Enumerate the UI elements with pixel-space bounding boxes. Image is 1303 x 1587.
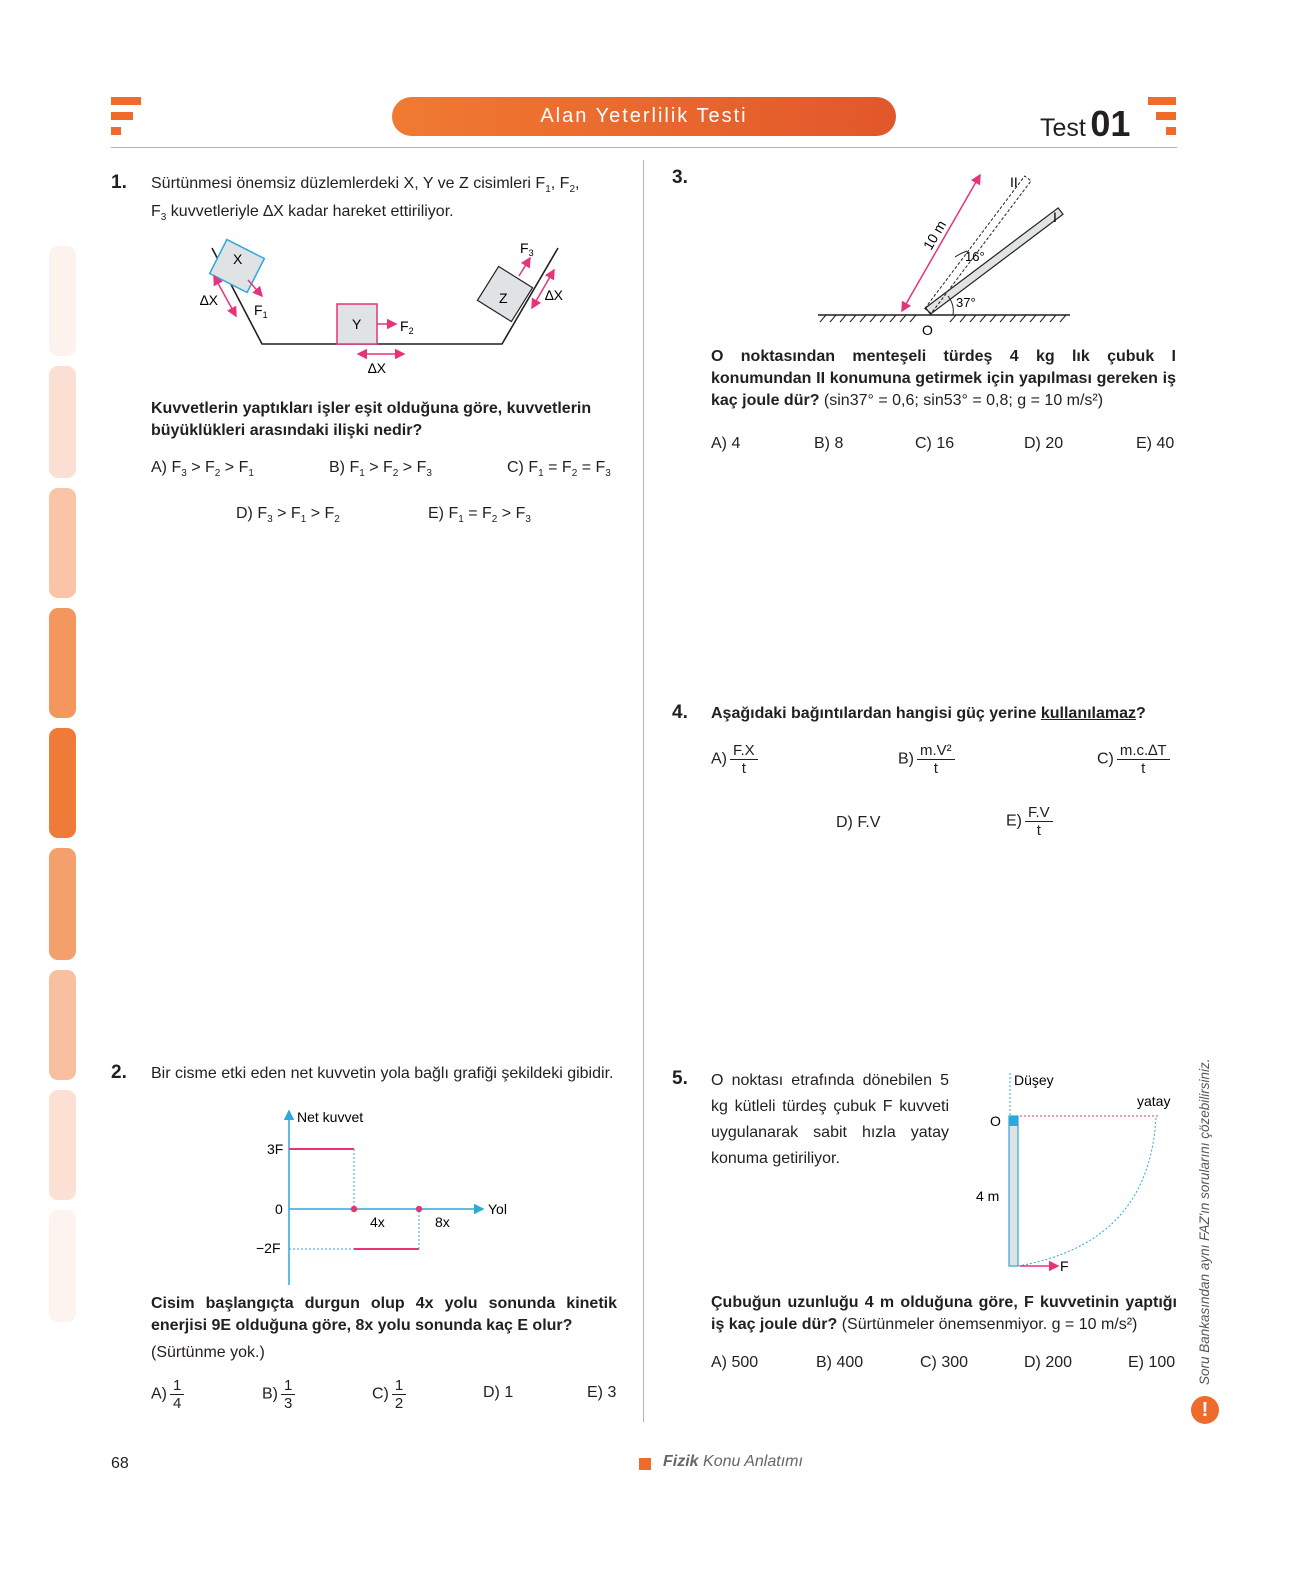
question-text: Cisim başlangıçta durgun olup 4x yolu sonunda kinetik enerjisi 9E olduğuna göre, 8x yolu sonunda kaç E olur? bbox=[151, 1295, 617, 1334]
option-label: E) bbox=[1136, 435, 1152, 452]
label-f2: $F_2$ bbox=[400, 318, 414, 336]
option-text: 4 bbox=[731, 435, 741, 452]
option-b[interactable] bbox=[898, 742, 955, 777]
side-tab bbox=[49, 970, 76, 1080]
force-arrow bbox=[519, 258, 530, 276]
option-a[interactable] bbox=[711, 1354, 758, 1372]
question-number: 4. bbox=[672, 702, 688, 723]
option-label: D) bbox=[483, 1384, 500, 1401]
option-a[interactable] bbox=[151, 1377, 184, 1412]
fraction-denominator: t bbox=[1141, 760, 1146, 777]
y-tick-label: 3F bbox=[267, 1141, 284, 1157]
option-e[interactable] bbox=[587, 1384, 616, 1402]
option-a[interactable]: A) $F_3 > F_2 > F_1$ bbox=[151, 459, 254, 480]
option-label: B) bbox=[898, 750, 914, 768]
vertical-label: Düşey bbox=[1014, 1072, 1054, 1088]
distance-point bbox=[416, 1206, 422, 1212]
footer-book-rest: Konu Anlatımı bbox=[703, 1453, 803, 1470]
option-d[interactable] bbox=[483, 1384, 513, 1402]
y-tick-label: −2F bbox=[256, 1240, 281, 1256]
header-rule bbox=[111, 147, 1177, 148]
question-bold: O noktasından menteşeli türdeş 4 kg lık çubuk I konumundan II konumuna getirmek için yapılması gereken iş kaç joule dür? bbox=[711, 348, 1176, 409]
force-label: F bbox=[1060, 1258, 1069, 1274]
fraction-denominator: 4 bbox=[173, 1395, 182, 1412]
option-label: D) bbox=[836, 814, 853, 831]
option-d[interactable] bbox=[1024, 1354, 1072, 1372]
side-tab bbox=[49, 1210, 76, 1322]
rod bbox=[1009, 1116, 1018, 1266]
option-label: D) bbox=[1024, 1354, 1041, 1371]
side-tab bbox=[49, 246, 76, 356]
option-c[interactable]: C) $F_1 = F_2 = F_3$ bbox=[507, 459, 611, 480]
side-tab bbox=[49, 728, 76, 838]
stem-text: Aşağıdaki bağıntılardan hangisi güç yerine bbox=[711, 705, 1041, 722]
logo-icon bbox=[1148, 97, 1180, 137]
option-text: 3 bbox=[607, 1384, 617, 1401]
stem-text: kuvvetleriyle ∆X kadar hareket ettiriliyor. bbox=[170, 203, 454, 221]
option-text: F.V bbox=[857, 814, 881, 831]
fraction-numerator: m.c.∆T bbox=[1117, 742, 1170, 760]
fraction-denominator: 2 bbox=[394, 1395, 404, 1412]
test-number: 01 bbox=[1090, 103, 1131, 144]
x-axis-label: Yol bbox=[488, 1201, 507, 1217]
question-stem: O noktası etrafında dönebilen 5 kg kütleli türdeş çubuk F kuvveti uygulanarak sabit hızla yatay konuma getiriliyor. bbox=[711, 1072, 949, 1167]
option-label: C) bbox=[920, 1354, 937, 1371]
position-label: II bbox=[1010, 174, 1018, 190]
question-text bbox=[711, 1292, 1177, 1336]
option-e[interactable] bbox=[1136, 435, 1174, 453]
footer-book-bold: Fizik bbox=[663, 1453, 699, 1470]
option-b[interactable] bbox=[816, 1354, 863, 1372]
option-text: 1 bbox=[504, 1384, 514, 1401]
info-icon: ! bbox=[1191, 1396, 1219, 1424]
question-text bbox=[711, 346, 1176, 412]
q5-figure bbox=[970, 1068, 1185, 1278]
option-label: C) bbox=[1097, 750, 1114, 768]
y-tick-label: 0 bbox=[275, 1201, 283, 1217]
option-text: 100 bbox=[1148, 1354, 1176, 1371]
fraction-denominator: t bbox=[933, 760, 938, 777]
option-b[interactable] bbox=[814, 435, 843, 453]
option-c[interactable] bbox=[1097, 742, 1170, 777]
option-c[interactable] bbox=[920, 1354, 968, 1372]
option-text: 200 bbox=[1045, 1354, 1073, 1371]
fraction-numerator: 1 bbox=[281, 1377, 295, 1395]
length-arrow bbox=[902, 175, 980, 311]
footer-square-icon bbox=[639, 1458, 651, 1470]
footer-book bbox=[663, 1453, 803, 1471]
option-label: E) bbox=[1128, 1354, 1144, 1371]
label-f3: $F_3$ bbox=[520, 240, 534, 258]
option-d[interactable] bbox=[836, 814, 880, 832]
question-number: 3. bbox=[672, 167, 688, 188]
q3-figure bbox=[810, 165, 1080, 340]
fraction-numerator: m.V² bbox=[917, 742, 955, 760]
option-label: C) bbox=[915, 435, 932, 452]
question-note: (Sürtünme yok.) bbox=[151, 1344, 265, 1361]
option-text: 400 bbox=[836, 1354, 864, 1371]
option-label: C) bbox=[372, 1385, 389, 1403]
option-a[interactable] bbox=[711, 742, 758, 777]
question-stem: Bir cisme etki eden net kuvvetin yola bağlı grafiği şekildeki gibidir. bbox=[151, 1065, 614, 1082]
page-number: 68 bbox=[111, 1455, 129, 1472]
column-divider bbox=[643, 160, 644, 1422]
side-tab bbox=[49, 848, 76, 960]
option-e[interactable] bbox=[1128, 1354, 1175, 1372]
question-stem: Sürtünmesi önemsiz düzlemlerdeki X, Y ve Z cisimleri $F_1$, $F_2$, $F_3$ kuvvetleriyle ∆X kadar hareket ettiriliyor. bbox=[151, 175, 580, 224]
option-label: E) bbox=[587, 1384, 603, 1401]
option-label: B) bbox=[262, 1385, 278, 1403]
length-label: 10 m bbox=[919, 217, 950, 253]
option-c[interactable] bbox=[915, 435, 954, 453]
angle-label: 37° bbox=[956, 295, 976, 310]
position-label: I bbox=[1053, 209, 1057, 225]
side-tab bbox=[49, 1090, 76, 1200]
fraction-denominator: t bbox=[741, 760, 746, 777]
option-label: A) bbox=[711, 435, 727, 452]
option-e[interactable] bbox=[1006, 804, 1053, 839]
label-dx: ∆X bbox=[200, 292, 218, 308]
angle-label: 16° bbox=[965, 249, 985, 264]
stem-text: Sürtünmesi önemsiz düzlemlerdeki X, Y ve Z cisimleri F bbox=[151, 175, 546, 192]
label-f1: $F_1$ bbox=[254, 302, 268, 320]
q1-figure bbox=[190, 228, 580, 378]
option-text: 16 bbox=[936, 435, 955, 452]
option-label: A) bbox=[151, 1385, 167, 1403]
question-number: 1. bbox=[111, 172, 127, 193]
ground-hatch bbox=[820, 315, 1066, 322]
x-tick-label: 4x bbox=[370, 1214, 385, 1230]
option-e[interactable]: E) $F_1 = F_2 > F_3$ bbox=[428, 505, 531, 526]
fraction-numerator: 1 bbox=[170, 1377, 184, 1395]
question-text: Kuvvetlerin yaptıkları işler eşit olduğuna göre, kuvvetlerin büyüklükleri arasındaki ilişki nedir? bbox=[151, 400, 592, 439]
given-values: (Sürtünmeler önemsenmiyor. g = 10 m/s²) bbox=[841, 1316, 1138, 1333]
option-label: E) bbox=[1006, 812, 1022, 830]
option-d[interactable]: D) $F_3 > F_1 > F_2$ bbox=[236, 505, 340, 526]
given-values: (sin37° = 0,6; sin53° = 0,8; g = 10 m/s²) bbox=[823, 392, 1104, 409]
option-label: A) bbox=[711, 1354, 727, 1371]
label-dx: ∆X bbox=[545, 287, 563, 303]
question-number: 5. bbox=[672, 1068, 688, 1089]
option-text: 8 bbox=[834, 435, 844, 452]
option-label: B) bbox=[816, 1354, 832, 1371]
stem-text: ? bbox=[1136, 705, 1146, 722]
question-text bbox=[711, 703, 1176, 725]
question-bold: Çubuğun uzunluğu 4 m olduğuna göre, F kuvvetinin yaptığı iş kaç joule dür? bbox=[711, 1294, 1177, 1333]
banner-title: Alan Yeterlilik Testi bbox=[540, 105, 748, 127]
label-z: Z bbox=[499, 290, 508, 306]
option-b[interactable] bbox=[262, 1377, 295, 1412]
option-text: 40 bbox=[1156, 435, 1175, 452]
option-a[interactable] bbox=[711, 435, 740, 453]
option-label: A) bbox=[711, 750, 727, 768]
pivot-label: O bbox=[990, 1113, 1001, 1129]
test-word: Test bbox=[1040, 114, 1086, 142]
force-distance-chart bbox=[255, 1105, 525, 1290]
distance-point bbox=[351, 1206, 357, 1212]
fraction-numerator: F.X bbox=[730, 742, 758, 760]
label-x: X bbox=[233, 251, 243, 267]
fraction-numerator: F.V bbox=[1025, 804, 1053, 822]
option-text: 500 bbox=[731, 1354, 759, 1371]
question-number: 2. bbox=[111, 1062, 127, 1083]
label-y: Y bbox=[352, 316, 362, 332]
logo-icon bbox=[111, 97, 143, 137]
header-banner bbox=[392, 97, 896, 136]
label-dx: ∆X bbox=[368, 360, 386, 376]
option-b[interactable]: B) $F_1 > F_2 > F_3$ bbox=[329, 459, 432, 480]
side-tab bbox=[49, 488, 76, 598]
fraction-denominator: t bbox=[1036, 822, 1041, 839]
fraction-denominator: 3 bbox=[284, 1395, 293, 1412]
pivot-point bbox=[1009, 1116, 1018, 1126]
test-label bbox=[1040, 103, 1130, 145]
option-c[interactable] bbox=[372, 1377, 406, 1412]
stem-underlined: kullanılamaz bbox=[1040, 705, 1137, 722]
option-text: 300 bbox=[941, 1354, 969, 1371]
y-axis-label: Net kuvvet bbox=[297, 1109, 364, 1125]
fraction-numerator: 1 bbox=[392, 1377, 406, 1395]
side-tab bbox=[49, 608, 76, 718]
pivot-label: O bbox=[922, 322, 933, 338]
sidebar-note: Soru Bankasından aynı FAZ'ın sorularını çözebilirsiniz. bbox=[1197, 1058, 1212, 1385]
length-label: 4 m bbox=[976, 1188, 1000, 1204]
horizontal-label: yatay bbox=[1137, 1093, 1171, 1109]
x-tick-label: 8x bbox=[435, 1214, 450, 1230]
side-tab bbox=[49, 366, 76, 478]
rotation-path bbox=[1018, 1116, 1156, 1266]
option-label: D) bbox=[1024, 435, 1041, 452]
option-d[interactable] bbox=[1024, 435, 1063, 453]
option-label: B) bbox=[814, 435, 830, 452]
option-text: 20 bbox=[1045, 435, 1064, 452]
